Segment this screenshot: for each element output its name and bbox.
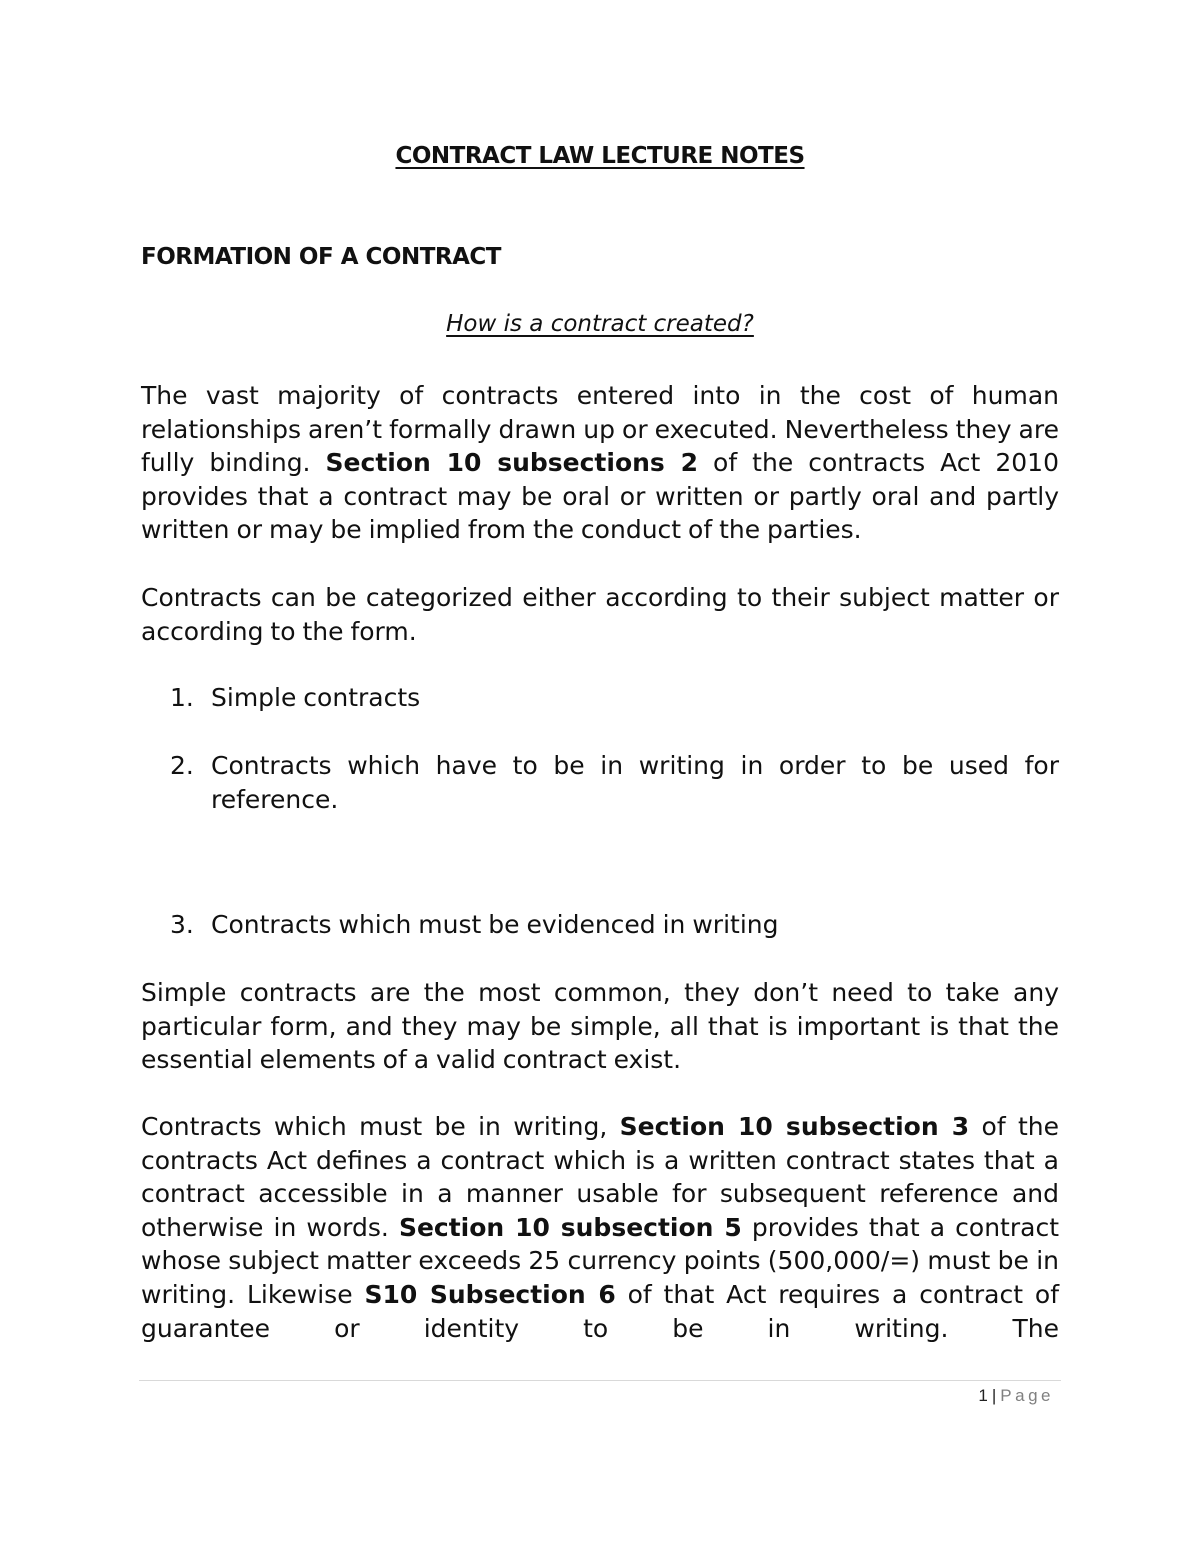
list-item-text: Contracts which have to be in writing in order to be used for reference. — [211, 751, 1059, 814]
paragraph-written-text-c: provides that a contract whose subject matter exceeds 25 currency points (500,000/=) must be in writing. Likewise — [141, 1212, 1060, 1309]
list-item-text: Simple contracts — [211, 683, 421, 712]
paragraph-intro-text-b: of the contracts Act 2010 provides that a contract may be oral or written or partly oral and partly written or may be implied from the conduct of the parties. — [141, 448, 1059, 545]
list-item-number: 1. — [170, 683, 194, 712]
list-item-text: Contracts which must be evidenced in writing — [211, 910, 779, 939]
paragraph-written-bold-b: Section 10 subsection 5 — [398, 1212, 742, 1242]
paragraph-written-bold-c: S10 Subsection 6 — [364, 1279, 616, 1309]
paragraph-written-contracts — [141, 1110, 1059, 1345]
footer-separator: | — [991, 1386, 997, 1405]
paragraph-intro-bold-a: Section 10 subsections 2 — [325, 448, 698, 478]
list-item-number: 3. — [170, 910, 194, 939]
page-number: 1 — [978, 1386, 988, 1405]
footer-divider — [139, 1380, 1061, 1381]
subtitle-question: How is a contract created? — [446, 311, 754, 337]
page-footer — [978, 1386, 1054, 1406]
list-item — [170, 681, 1059, 715]
paragraph-categories: Contracts can be categorized either according to their subject matter or according to the form. — [141, 583, 1059, 646]
paragraph-intro — [141, 379, 1059, 547]
list-item — [170, 749, 1059, 816]
page-label: Page — [1000, 1386, 1054, 1405]
section-heading: FORMATION OF A CONTRACT — [141, 244, 501, 270]
paragraph-written-bold-a: Section 10 subsection 3 — [619, 1112, 970, 1141]
paragraph-written-text-a: Contracts which must be in writing, — [141, 1112, 620, 1141]
paragraph-intro-text-a: The vast majority of contracts entered into in the cost of human relationships aren’t formally drawn up or executed. Nevertheless they are fully binding. — [141, 381, 1059, 478]
document-title: CONTRACT LAW LECTURE NOTES — [395, 143, 805, 169]
paragraph-written-text-d: of that Act requires a contract of guarantee or identity to be in writing. The — [141, 1279, 1059, 1343]
list-item-number: 2. — [170, 751, 194, 780]
paragraph-written-text-b: of the contracts Act defines a contract which is a written contract states that a contract accessible in a manner usable for subsequent reference and otherwise in words. — [141, 1112, 1059, 1242]
list-item — [170, 908, 1059, 942]
paragraph-simple-contracts: Simple contracts are the most common, they don’t need to take any particular form, and they may be simple, all that is important is that the essential elements of a valid contract exist. — [141, 978, 1059, 1075]
